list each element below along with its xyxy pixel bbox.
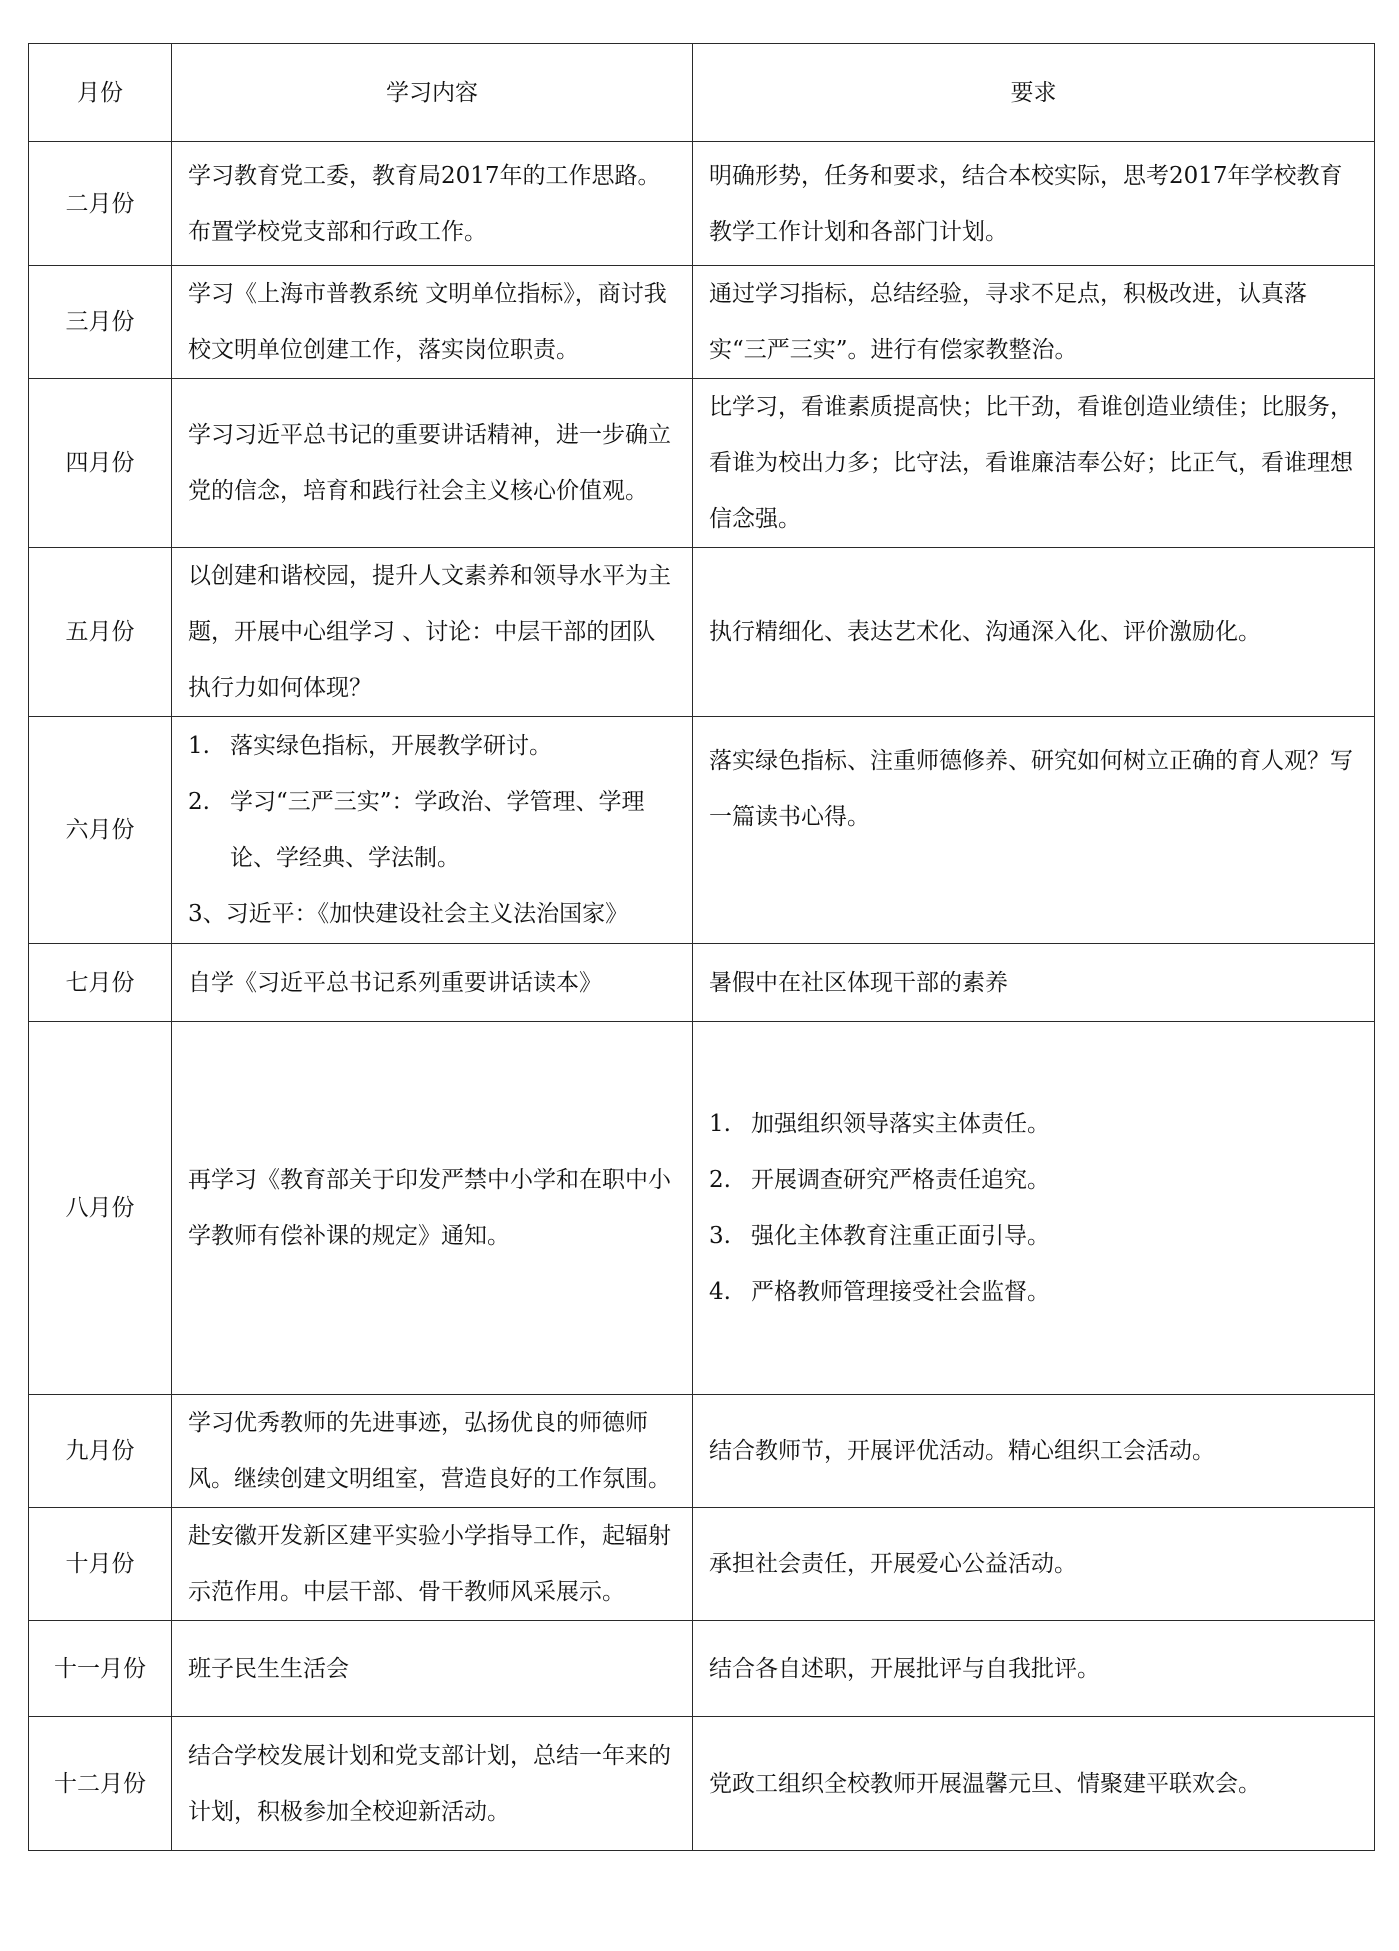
content-list-item: 2. 学习“三严三实”：学政治、学管理、学理 论、学经典、学法制。: [188, 789, 645, 871]
month-cell: 五月份: [29, 548, 172, 717]
month-cell: 四月份: [29, 379, 172, 548]
month-cell: 九月份: [29, 1395, 172, 1508]
table-row: [29, 1621, 1375, 1717]
month-cell: 十月份: [29, 1508, 172, 1621]
study-plan-table: [28, 43, 1375, 1851]
requirement-cell: 执行精细化、表达艺术化、沟通深入化、评价激励化。: [693, 548, 1375, 717]
content-cell: 结合学校发展计划和党支部计划，总结一年来的计划，积极参加全校迎新活动。: [172, 1717, 693, 1851]
content-cell: 学习优秀教师的先进事迹，弘扬优良的师德师风。继续创建文明组室，营造良好的工作氛围。: [172, 1395, 693, 1508]
month-cell: 七月份: [29, 944, 172, 1022]
requirement-list-item: 3. 强化主体教育注重正面引导。: [709, 1223, 1050, 1249]
month-cell: 十一月份: [29, 1621, 172, 1717]
month-cell: 二月份: [29, 142, 172, 266]
month-cell: 六月份: [29, 717, 172, 944]
content-cell: 自学《习近平总书记系列重要讲话读本》: [172, 944, 693, 1022]
table-row: [29, 1508, 1375, 1621]
content-cell: 再学习《教育部关于印发严禁中小学和在职中小学教师有偿补课的规定》通知。: [172, 1022, 693, 1395]
content-cell: [172, 717, 693, 944]
table-row: [29, 1717, 1375, 1851]
month-cell: 八月份: [29, 1022, 172, 1395]
content-cell: 班子民生生活会: [172, 1621, 693, 1717]
requirement-cell: 通过学习指标，总结经验，寻求不足点，积极改进，认真落实“三严三实”。进行有偿家教整治。: [693, 266, 1375, 379]
table-row: [29, 1022, 1375, 1395]
content-cell: 以创建和谐校园，提升人文素养和领导水平为主题，开展中心组学习 、讨论：中层干部的团队执行力如何体现？: [172, 548, 693, 717]
requirement-cell: 承担社会责任，开展爱心公益活动。: [693, 1508, 1375, 1621]
table-row: [29, 142, 1375, 266]
content-cell: 赴安徽开发新区建平实验小学指导工作，起辐射示范作用。中层干部、骨干教师风采展示。: [172, 1508, 693, 1621]
content-list-item: 1. 落实绿色指标，开展教学研讨。: [188, 733, 552, 759]
requirement-cell: 结合各自述职，开展批评与自我批评。: [693, 1621, 1375, 1717]
table-header-row: [29, 44, 1375, 142]
table-row: [29, 548, 1375, 717]
requirement-cell: 暑假中在社区体现干部的素养: [693, 944, 1375, 1022]
content-cell: 学习教育党工委，教育局2017年的工作思路。布置学校党支部和行政工作。: [172, 142, 693, 266]
requirement-list-item: 1. 加强组织领导落实主体责任。: [709, 1111, 1050, 1137]
table-row: [29, 717, 1375, 944]
requirement-cell: [693, 1022, 1375, 1395]
requirement-cell: 明确形势，任务和要求，结合本校实际，思考2017年学校教育教学工作计划和各部门计划。: [693, 142, 1375, 266]
table-row: [29, 1395, 1375, 1508]
header-month: 月份: [29, 44, 172, 142]
requirement-list-item: 4. 严格教师管理接受社会监督。: [709, 1279, 1050, 1305]
header-requirement: 要求: [693, 44, 1375, 142]
content-list-tail: 3、习近平：《加快建设社会主义法治国家》: [188, 901, 629, 927]
requirement-cell: 党政工组织全校教师开展温馨元旦、情聚建平联欢会。: [693, 1717, 1375, 1851]
content-cell: 学习《上海市普教系统 文明单位指标》，商讨我校文明单位创建工作，落实岗位职责。: [172, 266, 693, 379]
requirement-cell: 比学习，看谁素质提高快；比干劲，看谁创造业绩佳；比服务，看谁为校出力多；比守法，看谁廉洁奉公好；比正气，看谁理想信念强。: [693, 379, 1375, 548]
table-row: [29, 379, 1375, 548]
month-cell: 十二月份: [29, 1717, 172, 1851]
content-cell: 学习习近平总书记的重要讲话精神，进一步确立党的信念，培育和践行社会主义核心价值观。: [172, 379, 693, 548]
requirement-list-item: 2. 开展调查研究严格责任追究。: [709, 1167, 1050, 1193]
table-row: [29, 944, 1375, 1022]
table-row: [29, 266, 1375, 379]
study-plan-sheet: [28, 43, 1374, 1851]
header-content: 学习内容: [172, 44, 693, 142]
requirement-cell: 落实绿色指标、注重师德修养、研究如何树立正确的育人观？写一篇读书心得。: [693, 717, 1375, 944]
month-cell: 三月份: [29, 266, 172, 379]
requirement-cell: 结合教师节，开展评优活动。精心组织工会活动。: [693, 1395, 1375, 1508]
